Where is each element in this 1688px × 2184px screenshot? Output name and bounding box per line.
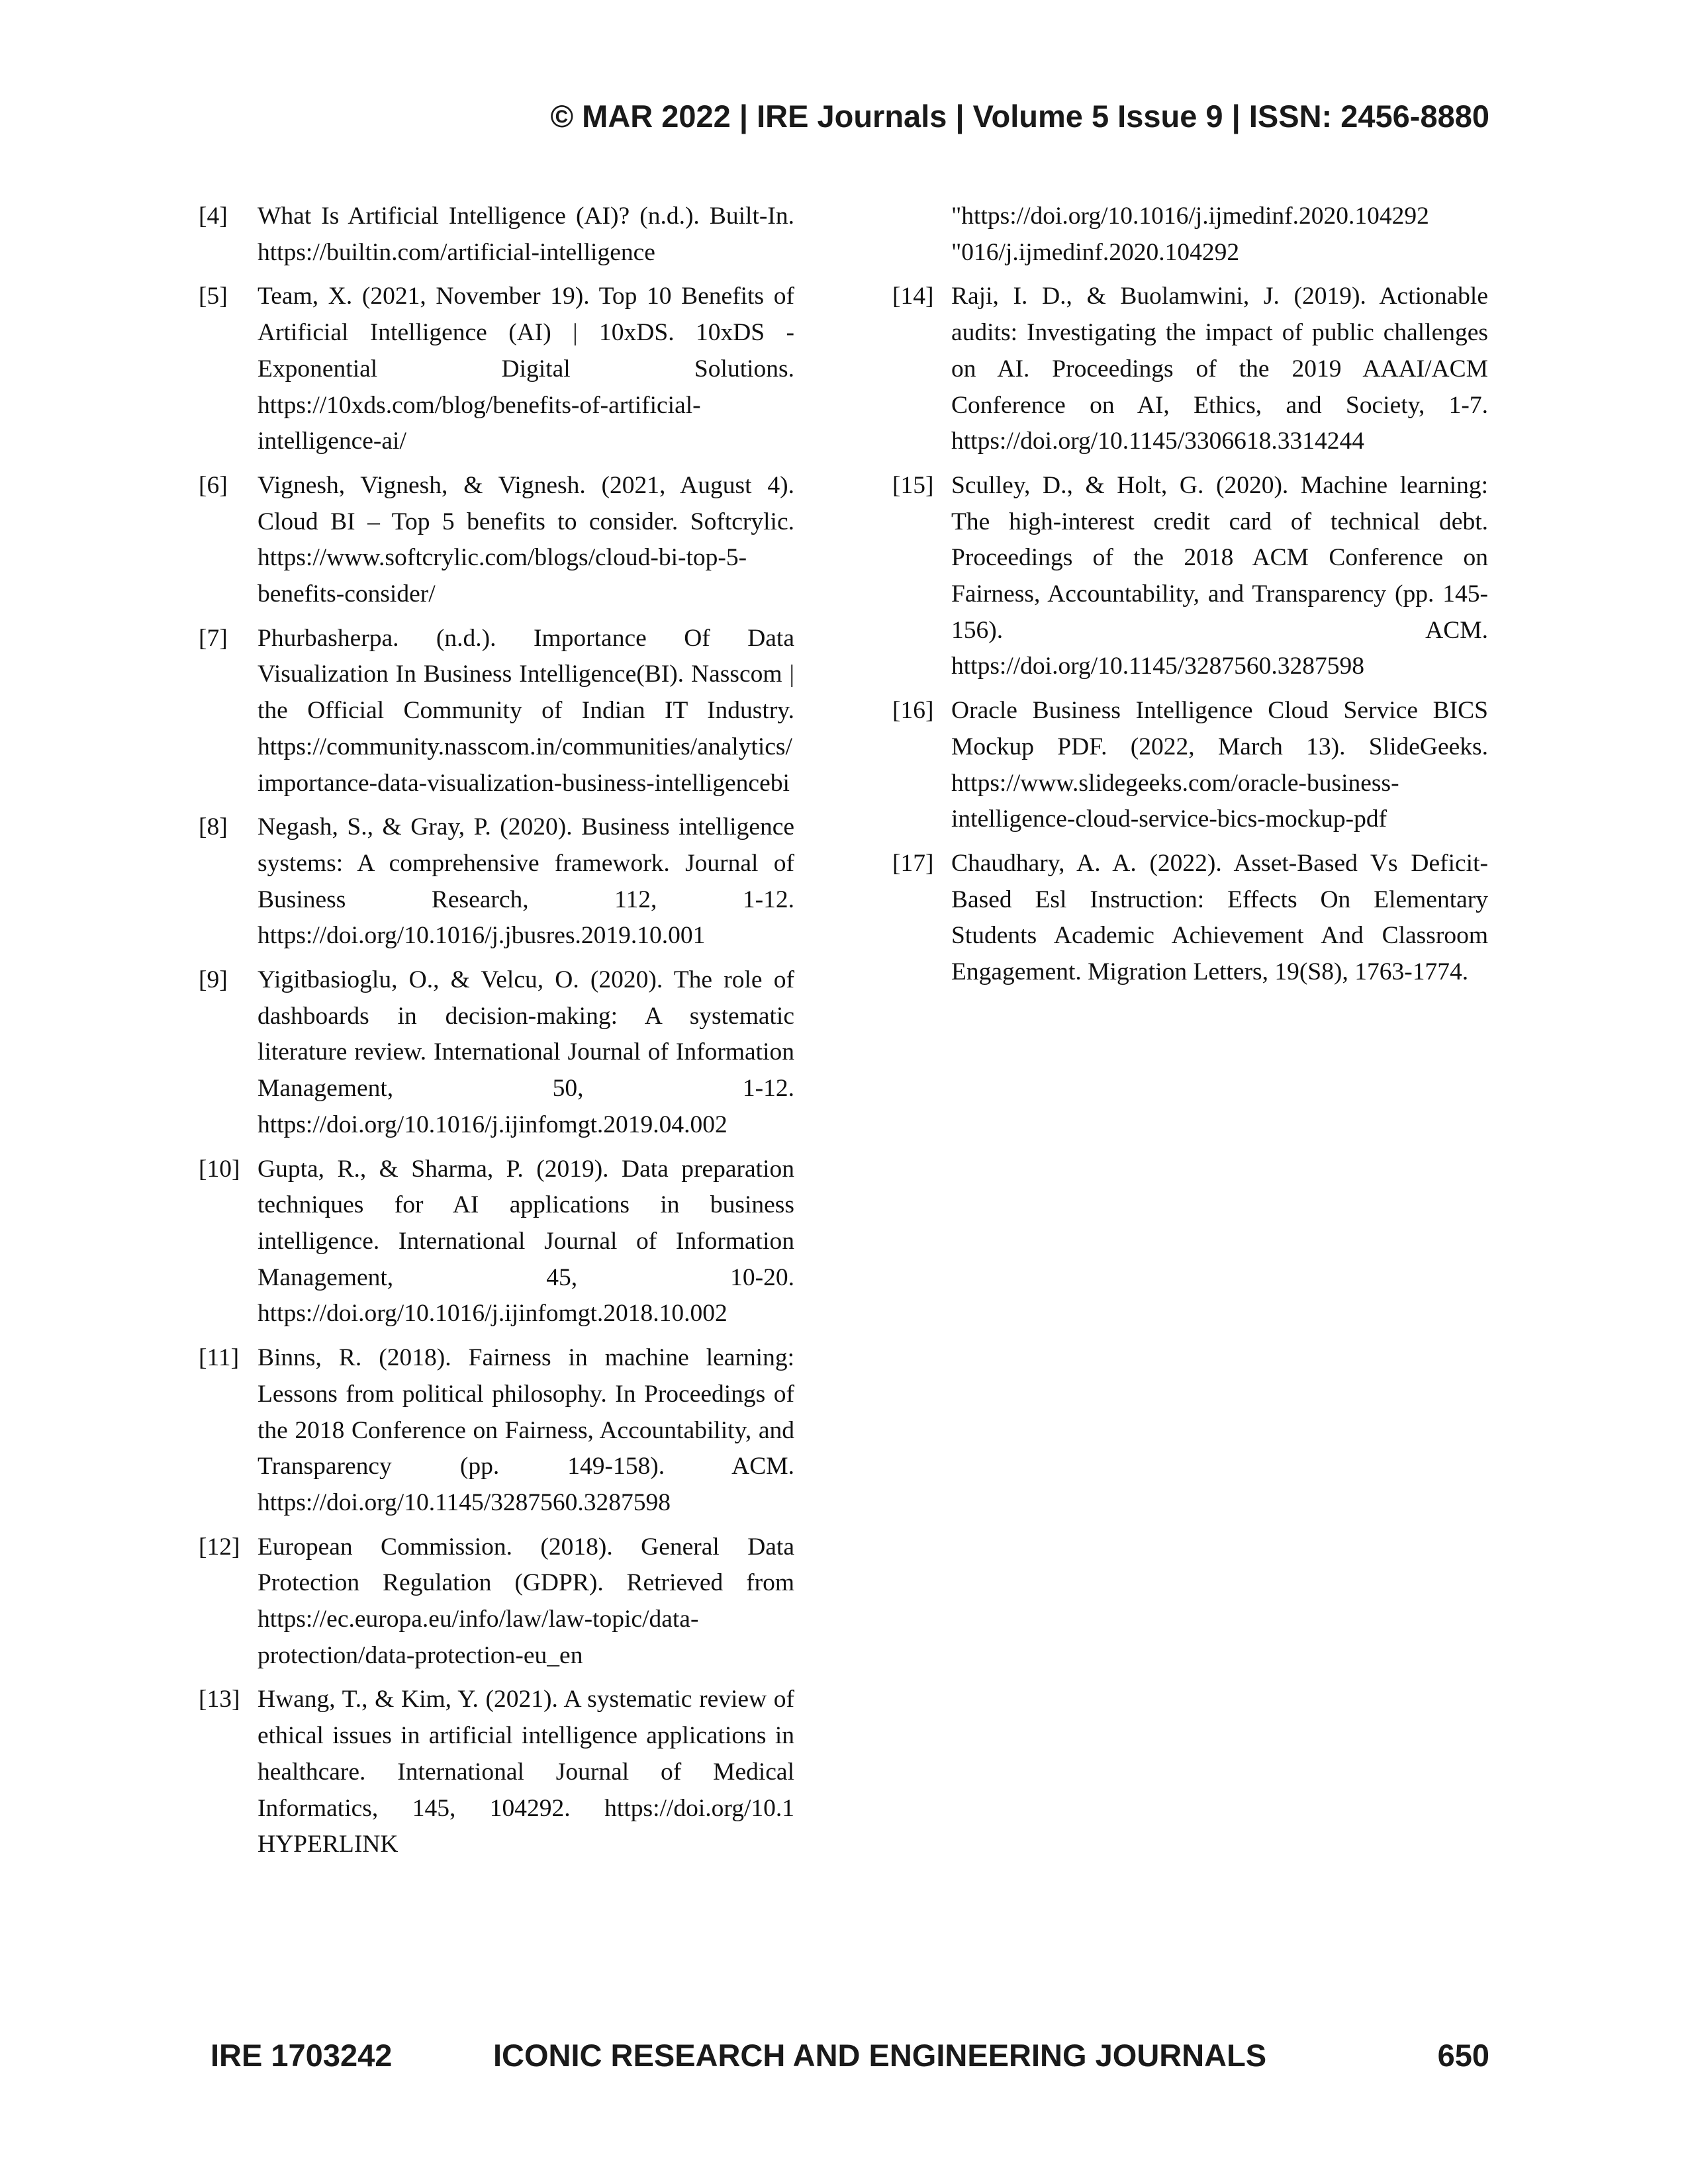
reference-text: Yigitbasioglu, O., & Velcu, O. (2020). The role of dashboards in decision-making: A systematic literature review. International Journal of Information Management, 50, 1-12. https://doi.org/10.1016/j.ijinfomgt.2019.04.002 [258,966,794,1138]
reference-text: Hwang, T., & Kim, Y. (2021). A systematic review of ethical issues in artificial intelligence applications in healthcare. International Journal of Medical Informatics, 145, 104292. https://doi.org/10.1 HYPERLINK [258,1686,794,1858]
reference-number: [4] [199,203,228,230]
reference-item [199,621,794,802]
references-left-column [199,199,794,1871]
reference-number: [11] [199,1344,240,1372]
reference-item [892,693,1488,838]
reference-text: Oracle Business Intelligence Cloud Service BICS Mockup PDF. (2022, March 13). SlideGeeks. https://www.slidegeeks.com/oracle-business-intelligence-cloud-service-bics-mockup-pdf [951,697,1488,833]
reference-item [892,468,1488,685]
reference-text: Chaudhary, A. A. (2022). Asset-Based Vs Deficit-Based Esl Instruction: Effects On Elementary Students Academic Achievement And Classroom Engagement. Migration Letters, 19(S8), 1763-1774. [951,849,1488,986]
reference-number: [15] [892,471,934,499]
reference-text: Team, X. (2021, November 19). Top 10 Benefits of Artificial Intelligence (AI) | 10xDS. 10xDS - Exponential Digital Solutions. https://10xds.com/blog/benefits-of-artificial-intelligence-ai/ [258,283,794,455]
reference-item [199,468,794,613]
reference-item [199,279,794,460]
reference-number: [10] [199,1155,240,1183]
reference-number: [17] [892,849,934,877]
reference-number: [5] [199,283,228,310]
reference-text: Gupta, R., & Sharma, P. (2019). Data preparation techniques for AI applications in business intelligence. International Journal of Information Management, 45, 10-20. https://doi.org/10.1016/j.ijinfomgt.2018.10.002 [258,1155,794,1328]
reference-text: Vignesh, Vignesh, & Vignesh. (2021, August 4). Cloud BI – Top 5 benefits to consider. Softcrylic. https://www.softcrylic.com/blogs/cloud-bi-top-5-benefits-consider/ [258,471,794,608]
reference-number: [6] [199,471,228,499]
reference-number: [12] [199,1533,240,1561]
reference-continuation: "https://doi.org/10.1016/j.ijmedinf.2020.104292 "016/j.ijmedinf.2020.104292 [951,203,1429,266]
reference-number: [9] [199,966,228,994]
reference-text: What Is Artificial Intelligence (AI)? (n.d.). Built-In. https://builtin.com/artificial-intelligence [258,203,794,266]
reference-text: Negash, S., & Gray, P. (2020). Business intelligence systems: A comprehensive framework. Journal of Business Research, 112, 1-12. https://doi.org/10.1016/j.jbusres.2019.10.001 [258,813,794,950]
footer-journal-name: ICONIC RESEARCH AND ENGINEERING JOURNALS [493,2038,1267,2073]
reference-number: [8] [199,813,228,841]
reference-item [199,962,794,1144]
reference-text: Sculley, D., & Holt, G. (2020). Machine learning: The high-interest credit card of technical debt. Proceedings of the 2018 ACM Conference on Fairness, Accountability, and Transparency (pp. 145-156). ACM. https://doi.org/10.1145/3287560.3287598 [951,471,1488,680]
reference-item [892,279,1488,460]
reference-number: [14] [892,283,934,310]
reference-number: [16] [892,697,934,725]
reference-item [199,1529,794,1674]
references-right-column [892,199,1488,999]
reference-item [892,846,1488,991]
reference-item [199,1340,794,1522]
reference-text: Binns, R. (2018). Fairness in machine learning: Lessons from political philosophy. In Proceedings of the 2018 Conference on Fairness, Accountability, and Transparency (pp. 149-158). ACM. https://doi.org/10.1145/3287560.3287598 [258,1344,794,1516]
reference-number: [7] [199,624,228,652]
reference-text: Raji, I. D., & Buolamwini, J. (2019). Actionable audits: Investigating the impact of public challenges on AI. Proceedings of the 2019 AAAI/ACM Conference on AI, Ethics, and Society, 1-7. https://doi.org/10.1145/3306618.3314244 [951,283,1488,455]
reference-item [199,1152,794,1333]
footer-paper-id: IRE 1703242 [211,2038,393,2073]
reference-item [199,199,794,271]
reference-item [199,1682,794,1863]
reference-item [199,809,794,954]
footer-page-number: 650 [1437,2038,1489,2073]
reference-text: European Commission. (2018). General Data Protection Regulation (GDPR). Retrieved from https://ec.europa.eu/info/law/law-topic/data-protection/data-protection-eu_en [258,1533,794,1669]
reference-number: [13] [199,1686,240,1713]
page-header: © MAR 2022 | IRE Journals | Volume 5 Issue 9 | ISSN: 2456-8880 [550,99,1489,134]
reference-text: Phurbasherpa. (n.d.). Importance Of Data Visualization In Business Intelligence(BI). Nasscom | the Official Community of Indian IT Industry. https://community.nasscom.in/communities/analytics/importance-data-visualization-business-intelligencebi [258,624,794,797]
